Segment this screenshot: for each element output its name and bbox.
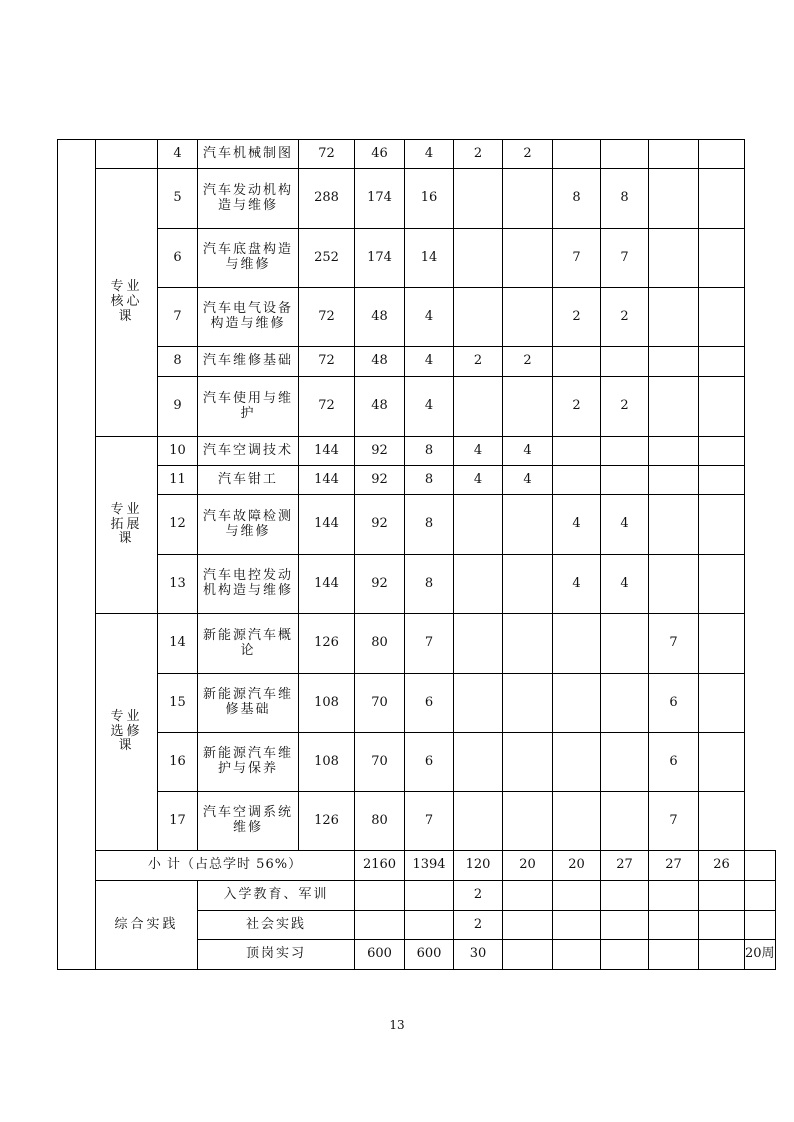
table-cell: 8 xyxy=(405,495,454,555)
course-number: 15 xyxy=(158,674,198,733)
table-cell: 4 xyxy=(503,437,553,466)
practice-name: 顶岗实习 xyxy=(198,940,355,970)
table-row xyxy=(58,140,776,169)
table-cell xyxy=(745,911,776,940)
course-number: 13 xyxy=(158,555,198,614)
table-cell: 2 xyxy=(601,288,649,347)
table-cell: 144 xyxy=(299,466,355,495)
table-cell xyxy=(503,940,553,970)
table-cell xyxy=(454,674,503,733)
course-number: 12 xyxy=(158,495,198,555)
table-cell: 92 xyxy=(355,466,405,495)
outer-category-cell xyxy=(58,140,96,970)
course-name: 汽车空调系统维修 xyxy=(198,792,299,851)
table-cell xyxy=(601,614,649,674)
table-cell xyxy=(745,881,776,911)
table-cell xyxy=(503,881,553,911)
table-cell xyxy=(503,377,553,437)
table-cell: 7 xyxy=(405,792,454,851)
course-number: 11 xyxy=(158,466,198,495)
table-row xyxy=(58,881,776,911)
table-cell xyxy=(699,377,745,437)
course-number: 7 xyxy=(158,288,198,347)
table-cell: 108 xyxy=(299,733,355,792)
table-cell xyxy=(649,229,699,288)
course-name: 汽车使用与维护 xyxy=(198,377,299,437)
table-cell: 7 xyxy=(405,614,454,674)
table-cell xyxy=(553,940,601,970)
table-cell xyxy=(454,169,503,229)
table-cell xyxy=(454,377,503,437)
table-cell: 80 xyxy=(355,792,405,851)
table-cell: 8 xyxy=(553,169,601,229)
practice-name: 入学教育、军训 xyxy=(198,881,355,911)
table-cell: 144 xyxy=(299,555,355,614)
table-cell xyxy=(601,140,649,169)
table-cell: 288 xyxy=(299,169,355,229)
table-cell xyxy=(553,674,601,733)
table-cell xyxy=(699,940,745,970)
table-cell: 600 xyxy=(355,940,405,970)
table-row xyxy=(58,614,776,674)
table-cell: 72 xyxy=(299,377,355,437)
course-name: 汽车底盘构造与维修 xyxy=(198,229,299,288)
table-cell xyxy=(454,495,503,555)
table-cell xyxy=(601,733,649,792)
table-row xyxy=(58,555,776,614)
table-row xyxy=(58,437,776,466)
table-cell: 72 xyxy=(299,347,355,377)
table-cell xyxy=(355,881,405,911)
table-cell: 4 xyxy=(503,466,553,495)
table-cell xyxy=(601,940,649,970)
table-cell xyxy=(649,288,699,347)
table-cell: 108 xyxy=(299,674,355,733)
table-cell xyxy=(601,347,649,377)
table-cell xyxy=(503,288,553,347)
table-cell: 174 xyxy=(355,169,405,229)
course-number: 4 xyxy=(158,140,198,169)
course-number: 17 xyxy=(158,792,198,851)
table-cell xyxy=(553,466,601,495)
table-cell xyxy=(355,911,405,940)
table-cell xyxy=(745,851,776,881)
subtotal-row xyxy=(58,851,776,881)
table-cell xyxy=(503,229,553,288)
table-cell: 92 xyxy=(355,555,405,614)
table-cell: 144 xyxy=(299,437,355,466)
table-row xyxy=(58,229,776,288)
table-cell: 6 xyxy=(405,674,454,733)
course-number: 9 xyxy=(158,377,198,437)
table-cell xyxy=(454,288,503,347)
table-cell: 70 xyxy=(355,674,405,733)
table-cell: 8 xyxy=(601,169,649,229)
table-cell: 2160 xyxy=(355,851,405,881)
table-cell xyxy=(699,555,745,614)
table-cell xyxy=(553,911,601,940)
table-cell: 72 xyxy=(299,140,355,169)
table-cell: 14 xyxy=(405,229,454,288)
table-cell xyxy=(503,911,553,940)
table-cell: 27 xyxy=(649,851,699,881)
table-row xyxy=(58,466,776,495)
table-cell xyxy=(649,911,699,940)
table-cell xyxy=(553,614,601,674)
category-extended: 专业拓展课 xyxy=(96,437,158,614)
table-body xyxy=(58,140,776,970)
table-cell: 2 xyxy=(503,140,553,169)
table-cell: 2 xyxy=(454,911,503,940)
table-cell xyxy=(454,555,503,614)
table-cell: 48 xyxy=(355,377,405,437)
table-cell xyxy=(699,347,745,377)
table-cell xyxy=(405,881,454,911)
table-cell xyxy=(503,495,553,555)
table-cell xyxy=(699,674,745,733)
table-cell xyxy=(553,140,601,169)
subtotal-label: 小 计（占总学时 56%） xyxy=(96,851,355,881)
table-cell: 48 xyxy=(355,288,405,347)
table-cell xyxy=(601,674,649,733)
table-cell: 600 xyxy=(405,940,454,970)
table-cell xyxy=(553,881,601,911)
table-cell: 80 xyxy=(355,614,405,674)
table-cell xyxy=(699,437,745,466)
table-cell xyxy=(601,466,649,495)
table-cell: 20 xyxy=(503,851,553,881)
course-number: 16 xyxy=(158,733,198,792)
table-cell xyxy=(699,466,745,495)
category-practice: 综合实践 xyxy=(96,881,198,970)
table-cell: 8 xyxy=(405,555,454,614)
table-cell: 7 xyxy=(601,229,649,288)
table-row xyxy=(58,733,776,792)
table-cell: 4 xyxy=(405,140,454,169)
table-cell: 252 xyxy=(299,229,355,288)
table-cell: 30 xyxy=(454,940,503,970)
table-cell xyxy=(649,495,699,555)
table-cell: 92 xyxy=(355,437,405,466)
course-number: 6 xyxy=(158,229,198,288)
table-cell: 8 xyxy=(405,466,454,495)
table-cell: 1394 xyxy=(405,851,454,881)
table-cell: 6 xyxy=(649,674,699,733)
table-cell xyxy=(699,140,745,169)
table-cell: 6 xyxy=(649,733,699,792)
table-cell: 4 xyxy=(405,288,454,347)
table-cell: 48 xyxy=(355,347,405,377)
table-cell xyxy=(454,229,503,288)
table-cell: 4 xyxy=(405,377,454,437)
table-cell: 4 xyxy=(553,555,601,614)
table-cell xyxy=(699,614,745,674)
category-elective: 专业选修课 xyxy=(96,614,158,851)
table-cell xyxy=(503,614,553,674)
table-cell xyxy=(553,347,601,377)
table-cell xyxy=(454,733,503,792)
course-name: 新能源汽车维修基础 xyxy=(198,674,299,733)
table-cell xyxy=(699,911,745,940)
table-cell xyxy=(649,347,699,377)
course-name: 汽车机械制图 xyxy=(198,140,299,169)
table-cell: 4 xyxy=(601,555,649,614)
table-cell xyxy=(699,792,745,851)
table-cell: 46 xyxy=(355,140,405,169)
table-cell: 4 xyxy=(601,495,649,555)
practice-name: 社会实践 xyxy=(198,911,355,940)
table-cell: 4 xyxy=(553,495,601,555)
course-name: 汽车电控发动机构造与维修 xyxy=(198,555,299,614)
page-number: 13 xyxy=(389,1018,405,1032)
table-cell xyxy=(503,555,553,614)
table-cell: 2 xyxy=(454,140,503,169)
table-cell: 144 xyxy=(299,495,355,555)
table-cell: 92 xyxy=(355,495,405,555)
table-cell xyxy=(649,140,699,169)
table-cell: 72 xyxy=(299,288,355,347)
category-cell-previous xyxy=(96,140,158,169)
table-cell xyxy=(601,881,649,911)
table-cell xyxy=(503,169,553,229)
table-cell: 120 xyxy=(454,851,503,881)
table-cell: 4 xyxy=(454,437,503,466)
table-cell: 20 xyxy=(553,851,601,881)
course-name: 新能源汽车维护与保养 xyxy=(198,733,299,792)
table-cell xyxy=(649,169,699,229)
table-cell xyxy=(649,466,699,495)
table-row xyxy=(58,377,776,437)
table-cell xyxy=(553,792,601,851)
course-name: 汽车钳工 xyxy=(198,466,299,495)
course-name: 汽车电气设备构造与维修 xyxy=(198,288,299,347)
table-cell xyxy=(405,911,454,940)
table-cell xyxy=(699,169,745,229)
table-cell: 20周 xyxy=(745,940,776,970)
table-cell xyxy=(553,437,601,466)
table-cell: 8 xyxy=(405,437,454,466)
table-cell: 126 xyxy=(299,792,355,851)
course-name: 新能源汽车概论 xyxy=(198,614,299,674)
table-cell xyxy=(699,733,745,792)
table-cell: 2 xyxy=(601,377,649,437)
category-core: 专业核心课 xyxy=(96,169,158,437)
table-row xyxy=(58,288,776,347)
table-cell xyxy=(601,792,649,851)
table-row xyxy=(58,792,776,851)
table-cell: 16 xyxy=(405,169,454,229)
table-row xyxy=(58,169,776,229)
table-cell xyxy=(649,377,699,437)
table-cell: 7 xyxy=(649,614,699,674)
course-number: 14 xyxy=(158,614,198,674)
course-number: 8 xyxy=(158,347,198,377)
table-cell xyxy=(553,733,601,792)
table-cell xyxy=(699,495,745,555)
table-cell: 26 xyxy=(699,851,745,881)
course-number: 10 xyxy=(158,437,198,466)
table-cell xyxy=(649,555,699,614)
table-cell xyxy=(699,229,745,288)
table-cell: 27 xyxy=(601,851,649,881)
table-cell: 126 xyxy=(299,614,355,674)
table-cell: 4 xyxy=(405,347,454,377)
table-cell: 2 xyxy=(553,377,601,437)
table-cell xyxy=(649,881,699,911)
table-cell: 70 xyxy=(355,733,405,792)
table-cell: 2 xyxy=(553,288,601,347)
curriculum-table xyxy=(57,139,776,970)
table-row xyxy=(58,674,776,733)
table-cell xyxy=(649,940,699,970)
table-cell: 2 xyxy=(454,347,503,377)
table-cell xyxy=(699,881,745,911)
table-row xyxy=(58,495,776,555)
table-cell xyxy=(601,911,649,940)
table-cell xyxy=(699,288,745,347)
table-cell xyxy=(649,437,699,466)
table-cell: 2 xyxy=(454,881,503,911)
table-cell: 7 xyxy=(553,229,601,288)
table-cell xyxy=(601,437,649,466)
table-cell xyxy=(503,733,553,792)
table-cell: 6 xyxy=(405,733,454,792)
course-name: 汽车维修基础 xyxy=(198,347,299,377)
table-cell xyxy=(503,674,553,733)
table-cell: 2 xyxy=(503,347,553,377)
table-cell xyxy=(454,792,503,851)
table-cell xyxy=(454,614,503,674)
course-name: 汽车空调技术 xyxy=(198,437,299,466)
course-number: 5 xyxy=(158,169,198,229)
table-cell xyxy=(503,792,553,851)
table-cell: 7 xyxy=(649,792,699,851)
course-name: 汽车故障检测与维修 xyxy=(198,495,299,555)
course-name: 汽车发动机构造与维修 xyxy=(198,169,299,229)
table-cell: 4 xyxy=(454,466,503,495)
table-row xyxy=(58,347,776,377)
table-cell: 174 xyxy=(355,229,405,288)
